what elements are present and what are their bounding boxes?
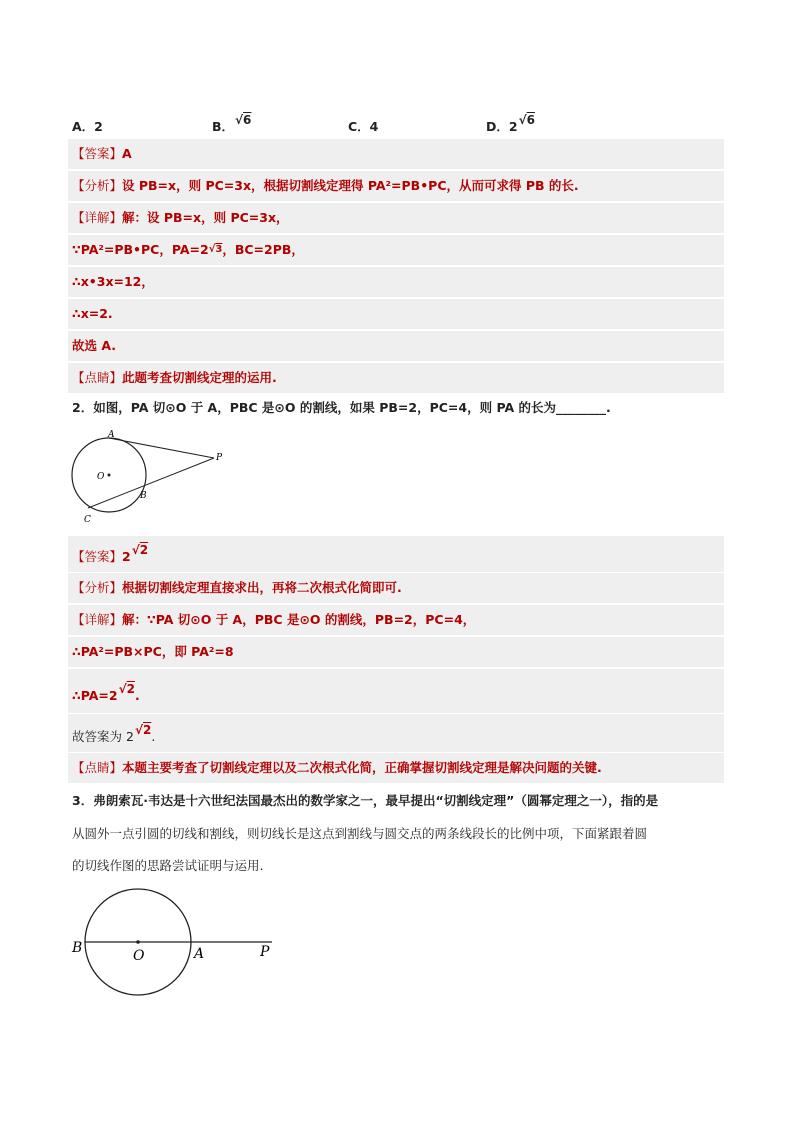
comment-text: 本题主要考查了切割线定理以及二次根式化简，正确掌握切割线定理是解决问题的关键.	[122, 760, 602, 775]
comment-text: 此题考查切割线定理的运用.	[122, 370, 277, 385]
option-b	[212, 113, 252, 135]
answer-tag: 【答案】	[72, 549, 123, 564]
q1-detail-2	[72, 242, 304, 260]
option-d-radicand: 6	[526, 113, 535, 127]
sqrt: √2	[131, 543, 149, 557]
option-b-label: B．	[212, 119, 235, 134]
label-c: C	[84, 515, 91, 525]
q2-detail-4	[72, 723, 156, 745]
label-b: B	[140, 491, 147, 501]
answer-tag: 【答案】	[72, 146, 123, 161]
option-d-sqrt: √6	[518, 113, 535, 127]
detail-text: ∵PA²=PB•PC，PA=2	[72, 242, 209, 257]
comment-tag: 【点睛】	[72, 760, 123, 775]
q1-analysis	[72, 178, 579, 194]
detail-text: ∴PA=2	[72, 688, 118, 703]
option-d	[486, 113, 535, 135]
center-point	[136, 940, 140, 944]
q1-answer	[72, 146, 132, 162]
option-c: C．4	[348, 119, 379, 134]
label-p: P	[260, 944, 270, 960]
comment-tag: 【点睛】	[72, 370, 123, 385]
q2-detail-2: ∴PA²=PB×PC，即 PA²=8	[72, 644, 234, 659]
radicand: 3	[215, 244, 223, 255]
analysis-tag: 【分析】	[72, 580, 123, 595]
band	[68, 331, 724, 361]
q2-answer	[72, 543, 149, 565]
q2-analysis	[72, 580, 402, 596]
detail-text: .	[151, 729, 156, 744]
answer-value: 2	[122, 549, 131, 564]
label-a: A	[194, 946, 205, 962]
analysis-text: 设 PB=x，则 PC=3x，根据切割线定理得 PA²=PB•PC，从而可求得 PB 的长.	[122, 178, 579, 193]
radicand: 2	[126, 682, 135, 696]
secant-pc	[88, 458, 214, 508]
q2-detail-1	[72, 612, 475, 628]
label-p: P	[216, 453, 223, 463]
q1-comment	[72, 370, 277, 386]
q2-detail-3	[72, 682, 140, 704]
label-o: O	[133, 948, 145, 964]
q1-detail-5: 故选 A.	[72, 338, 117, 353]
radicand: 2	[139, 543, 149, 557]
sqrt: √3	[208, 244, 223, 255]
detail-text: .	[134, 688, 140, 703]
q3-line-2: 从圆外一点引圆的切线和割线，则切线长是这点到割线与圆交点的两条线段长的比例中项，下面紧跟着圆	[72, 826, 648, 841]
detail-text: 解：设 PB=x，则 PC=3x，	[122, 210, 289, 225]
q3-figure	[66, 885, 286, 1005]
detail-tag: 【详解】	[72, 612, 123, 627]
option-b-radicand: 6	[243, 113, 252, 127]
option-b-sqrt: √6	[235, 113, 252, 127]
band	[68, 267, 724, 297]
band	[68, 536, 724, 572]
detail-text: 解：∵PA 切⊙O 于 A，PBC 是⊙O 的割线，PB=2，PC=4，	[122, 612, 476, 627]
band	[68, 714, 724, 752]
detail-text: ，BC=2PB，	[222, 242, 304, 257]
answer-value: A	[122, 146, 132, 161]
q3-line-1: 3．弗朗索瓦·韦达是十六世纪法国最杰出的数学家之一，最早提出“切割线定理”（圆幂定理之一），指的是	[72, 793, 659, 808]
sqrt: √2	[118, 682, 135, 696]
q1-detail-3: ∴x•3x=12，	[72, 274, 154, 289]
detail-text: 故答案为 2	[72, 729, 134, 744]
q2-figure	[64, 425, 239, 530]
option-a: A．2	[72, 119, 103, 134]
sqrt: √2	[134, 723, 152, 737]
tangent-pa	[109, 438, 214, 458]
q2-question: 2．如图，PA 切⊙O 于 A，PBC 是⊙O 的割线，如果 PB=2，PC=4，则 PA 的长为________.	[72, 400, 611, 415]
q2-comment	[72, 760, 602, 776]
detail-tag: 【详解】	[72, 210, 123, 225]
q1-detail-4: ∴x=2.	[72, 306, 113, 321]
band	[68, 669, 724, 713]
label-o: O	[97, 472, 105, 482]
q1-detail-1	[72, 210, 289, 226]
q3-line-3: 的切线作图的思路尝试证明与运用.	[72, 858, 264, 873]
label-b: B	[72, 940, 83, 956]
label-a: A	[108, 430, 115, 440]
analysis-text: 根据切割线定理直接求出，再将二次根式化简即可.	[122, 580, 402, 595]
analysis-tag: 【分析】	[72, 178, 123, 193]
radicand: 2	[142, 723, 152, 737]
option-d-label: D．2	[486, 119, 518, 134]
center-point	[108, 474, 111, 477]
band	[68, 139, 724, 169]
band	[68, 299, 724, 329]
